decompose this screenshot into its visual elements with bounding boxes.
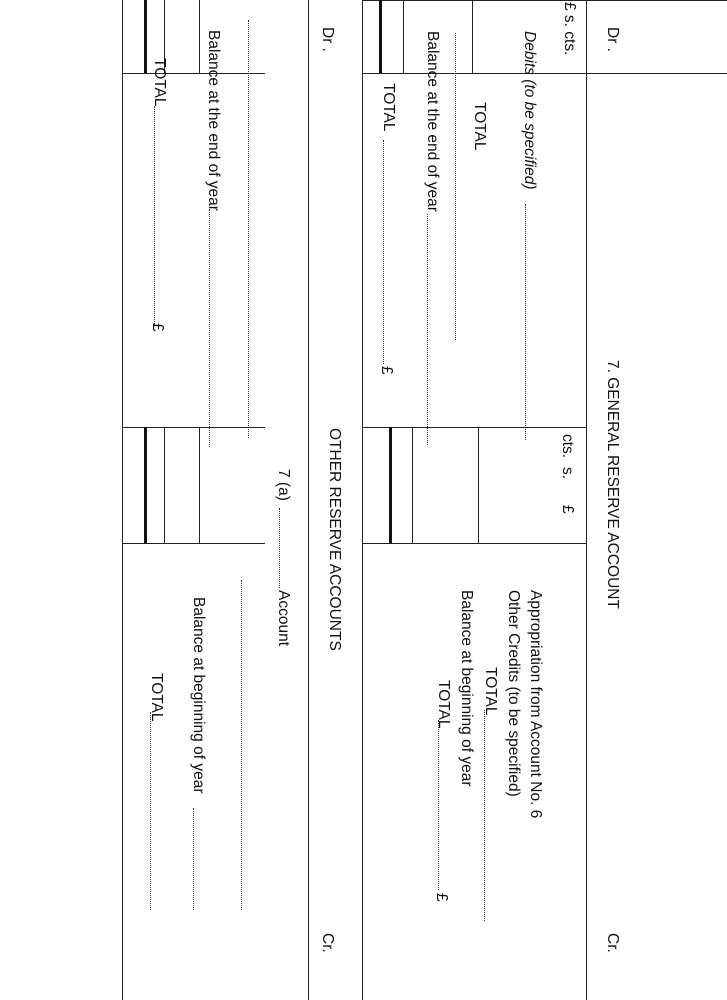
other-credits-label: Other Credits (to be specified)	[505, 590, 522, 797]
appropriation-label: Appropriation from Account No. 6	[527, 590, 544, 819]
section-top-rule	[586, 0, 587, 1000]
debits-dotted-line	[525, 204, 526, 440]
cr2-money-row-1	[199, 0, 200, 73]
pound-sign-cr: £	[433, 893, 450, 902]
credits-total-dotted-line	[484, 710, 485, 921]
grand-total-dr-label-2: TOTAL	[151, 58, 168, 107]
balance-beginning-label-2: Balance at beginning of year	[190, 597, 207, 794]
dr-money-row-2	[412, 427, 413, 543]
pound-sign-dr: £	[378, 366, 395, 375]
cr-money-row-1	[472, 0, 473, 73]
grand-total-cr-dotted-line	[438, 720, 439, 890]
section2-top-rule	[308, 0, 309, 1000]
dr-money-cents: cts.	[559, 434, 576, 459]
cr2-money-col-right	[123, 73, 265, 74]
cr2-blank-line	[241, 580, 242, 910]
balance-end-dotted-line	[427, 214, 428, 445]
grand-total-dr-dotted-line-2	[154, 106, 155, 326]
balance-end-label: Balance at the end of year	[424, 31, 441, 212]
cr-money-col-left	[363, 0, 727, 1]
dr-money-shillings: s.	[559, 467, 576, 480]
dr2-money-double-rule	[144, 427, 147, 543]
grand-total-cr-label: TOTAL	[435, 680, 452, 729]
grand-total-dr-label: TOTAL	[380, 83, 397, 132]
grand-total-cr-dotted-line-2	[150, 712, 151, 910]
dr-label-2: Dr .	[319, 27, 336, 52]
section2-bottom-rule	[122, 0, 123, 1000]
dr-money-row-1	[478, 427, 479, 543]
general-reserve-title: 7. GENERAL RESERVE ACCOUNT	[604, 360, 621, 609]
dr-label: Dr .	[604, 27, 621, 52]
balance-end-label-2: Balance at the end of year	[205, 30, 222, 211]
credits-total-label: TOTAL	[482, 667, 499, 716]
grand-total-dr-dotted-line	[383, 140, 384, 364]
dr-money-double-rule	[389, 427, 392, 543]
debits-blank-line	[455, 33, 456, 340]
cr-money-double-rule	[379, 0, 382, 73]
account-suffix: Account	[275, 590, 292, 647]
cr-label: Cr.	[604, 933, 621, 953]
cr-money-row-2	[403, 0, 404, 73]
dr-money-col-right	[363, 543, 587, 544]
cr-money-header: £ s. cts.	[561, 2, 578, 56]
account-name-dotted-line	[279, 508, 280, 588]
balance-beginning-dotted-line-2	[193, 808, 194, 910]
dr2-money-col-right	[123, 543, 265, 544]
dr-money-col-left	[363, 427, 587, 428]
balance-beginning-label: Balance at beginning of year	[458, 590, 475, 787]
dr2-money-row-2	[164, 427, 165, 543]
debits-total-label: TOTAL	[471, 102, 488, 151]
dr2-blank-line	[248, 20, 249, 438]
grand-total-cr-label-2: TOTAL	[148, 673, 165, 722]
cr-label-2: Cr.	[319, 933, 336, 953]
section-bottom-rule	[362, 0, 363, 1000]
dr2-money-row-1	[199, 427, 200, 543]
account-prefix: 7 (a)	[275, 469, 292, 501]
other-reserve-title: OTHER RESERVE ACCOUNTS	[326, 428, 343, 651]
cr2-money-double-rule	[144, 0, 147, 73]
dr-money-pounds: £	[559, 505, 576, 514]
debits-label: Debits (to be specified)	[521, 31, 538, 190]
balance-end-dotted-line-2	[209, 209, 210, 447]
pound-sign-dr-2: £	[149, 323, 166, 332]
cr-money-col-right	[363, 73, 727, 74]
